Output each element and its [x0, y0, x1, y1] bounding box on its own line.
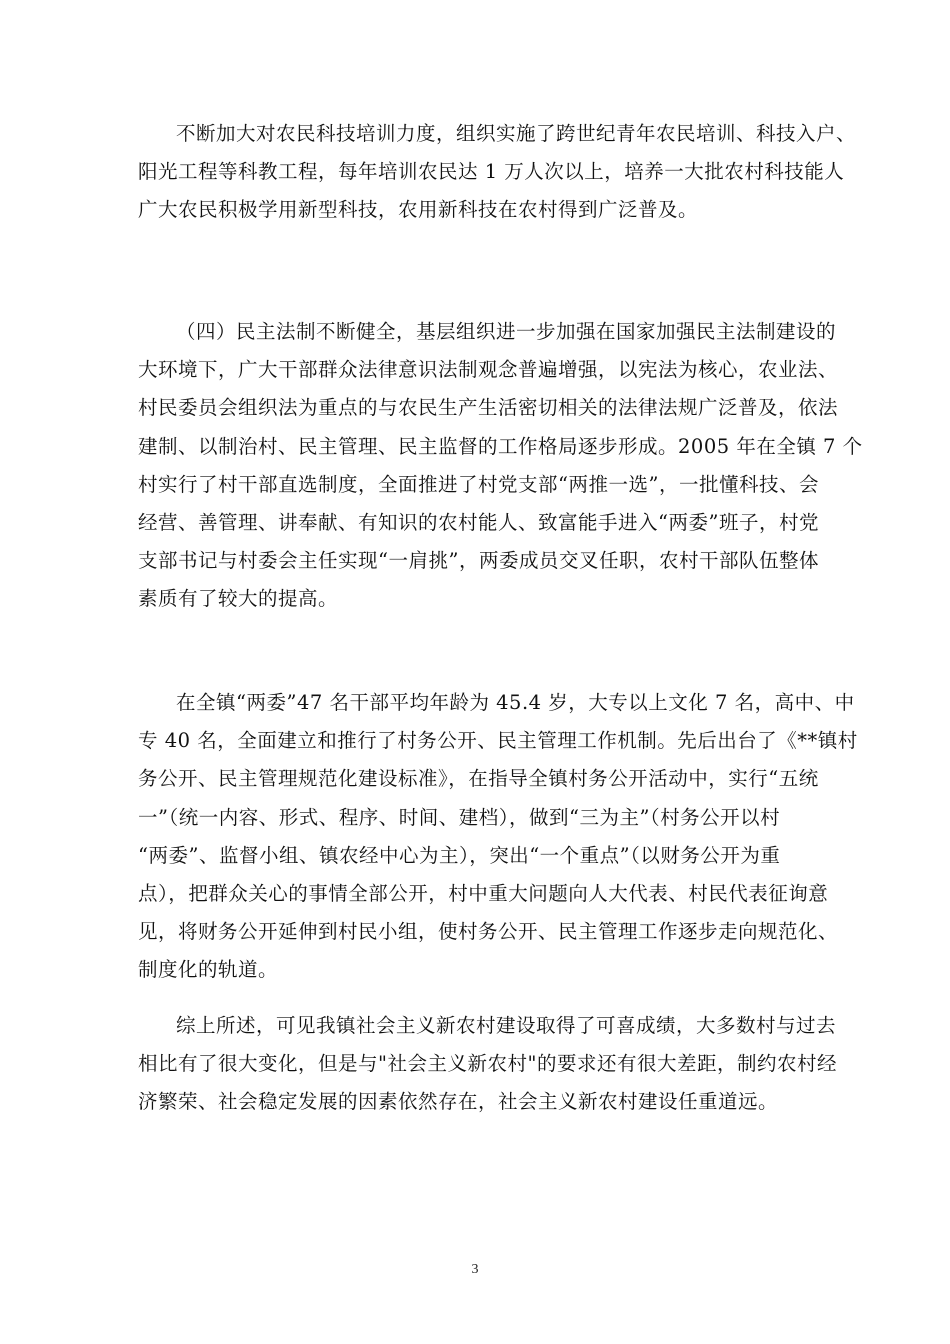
paragraph-farmer-training [138, 115, 857, 230]
paragraph-village-affairs-disclosure [138, 684, 858, 990]
text-line: 一”（统一内容、形式、程序、时间、建档），做到“三为主”（村务公开以村 [138, 805, 781, 829]
text-line: 素质有了较大的提高。 [138, 587, 339, 611]
paragraph-conclusion [138, 1007, 837, 1122]
text-line: 广大农民积极学用新型科技，农用新科技在农村得到广泛普及。 [138, 198, 699, 222]
text-line: 大环境下，广大干部群众法律意识法制观念普遍增强，以宪法为核心，农业法、 [138, 358, 839, 382]
text-line: 点），把群众关心的事情全部公开，村中重大问题向人大代表、村民代表征询意 [138, 882, 829, 906]
page-number: 3 [471, 1262, 479, 1277]
text-line: 经营、善管理、讲奉献、有知识的农村能人、致富能手进入“两委”班子，村党 [138, 511, 819, 535]
text-line: 村民委员会组织法为重点的与农民生产生活密切相关的法律法规广泛普及，依法 [138, 396, 839, 420]
text-line: 综上所述，可见我镇社会主义新农村建设取得了可喜成绩，大多数村与过去 [176, 1014, 837, 1037]
text-line: 见，将财务公开延伸到村民小组，使村务公开、民主管理工作逐步走向规范化、 [138, 920, 839, 944]
text-line: 制度化的轨道。 [138, 958, 279, 982]
text-line: 相比有了很大变化，但是与"社会主义新农村"的要求还有很大差距，制约农村经 [138, 1052, 837, 1076]
text-line: “两委”、监督小组、镇农经中心为主），突出“一个重点”（以财务公开为重 [138, 843, 781, 867]
text-line: 专 40 名，全面建立和推行了村务公开、民主管理工作机制。先后出台了《**镇村 [138, 729, 858, 753]
text-line: 村实行了村干部直选制度，全面推进了村党支部“两推一选”，一批懂科技、会 [138, 472, 819, 496]
text-line: 在全镇“两委”47 名干部平均年龄为 45.4 岁，大专以上文化 7 名，高中、中 [176, 691, 855, 714]
text-line: 务公开、民主管理规范化建设标准》，在指导全镇村务公开活动中，实行“五统 [138, 767, 819, 791]
text-line: 不断加大对农民科技培训力度，组织实施了跨世纪青年农民培训、科技入户、 [176, 122, 857, 145]
text-line: 济繁荣、社会稳定发展的因素依然存在，社会主义新农村建设任重道远。 [138, 1090, 779, 1114]
paragraph-democracy-legal-system [138, 313, 863, 619]
text-line: 建制、以制治村、民主管理、民主监督的工作格局逐步形成。2005 年在全镇 7 个 [138, 434, 863, 458]
text-line: （四）民主法制不断健全，基层组织进一步加强在国家加强民主法制建设的 [176, 320, 837, 343]
text-line: 支部书记与村委会主任实现“一肩挑”，两委成员交叉任职，农村干部队伍整体 [138, 549, 819, 573]
text-line: 阳光工程等科教工程，每年培训农民达 1 万人次以上，培养一大批农村科技能人 [138, 160, 845, 184]
